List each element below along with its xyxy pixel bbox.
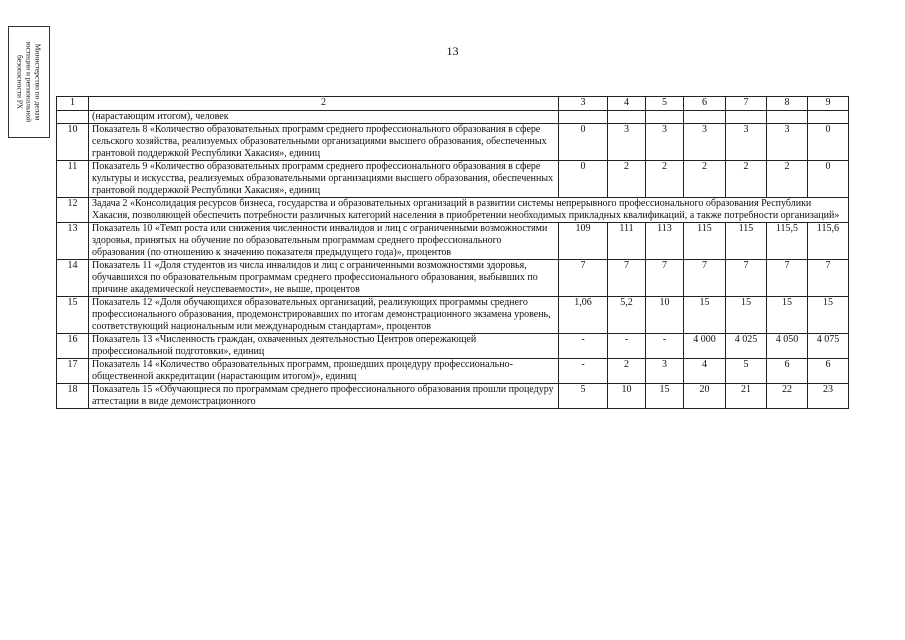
table-row [57,223,849,260]
row-description: Показатель 15 «Обучающиеся по программам среднего профессионального образования прошли процедуру аттестации в виде демонстрационного [89,384,559,409]
value-cell: 113 [646,223,684,260]
table-header-row [57,97,849,111]
column-header: 7 [726,97,767,111]
value-cell: 7 [684,260,726,297]
value-cell: 3 [726,124,767,161]
value-cell: 7 [726,260,767,297]
row-number: 12 [57,198,89,223]
column-header: 5 [646,97,684,111]
row-description: Показатель 9 «Количество образовательных программ среднего профессионального образования в сфере культуры и искусства, реализуемых образовательными организациями высшего образования, обеспеченных грантовой поддержкой Республики Хакасия», единиц [89,161,559,198]
column-header: 9 [808,97,849,111]
value-cell: 7 [646,260,684,297]
value-cell: 6 [808,359,849,384]
value-cell: 20 [684,384,726,409]
column-header: 8 [767,97,808,111]
row-description: Показатель 13 «Численность граждан, охваченных деятельностью Центров опережающей профессиональной подготовки», единиц [89,334,559,359]
value-cell [726,111,767,124]
value-cell: 15 [646,384,684,409]
row-number: 16 [57,334,89,359]
indicators-table [56,96,849,409]
value-cell: 3 [646,359,684,384]
stamp-text [16,42,43,122]
value-cell: 7 [808,260,849,297]
row-number: 18 [57,384,89,409]
value-cell: 0 [808,124,849,161]
task-description: Задача 2 «Консолидация ресурсов бизнеса, государства и образовательных организаций в развитии системы непрерывного профессионального образования Республики Хакасия, позволяющей обеспечить потребности различных категорий населения в приобретении необходимых прикладных квалификаций, а также потребности организаций» [89,198,849,223]
value-cell [684,111,726,124]
row-description: Показатель 8 «Количество образовательных программ среднего профессионального образования в сфере сельского хозяйства, реализуемых образовательными организациями высшего образования, обеспеченных грантовой поддержкой Республики Хакасия», единиц [89,124,559,161]
row-number: 14 [57,260,89,297]
value-cell: 2 [646,161,684,198]
column-header: 2 [89,97,559,111]
value-cell [808,111,849,124]
row-number: 17 [57,359,89,384]
value-cell: 2 [608,161,646,198]
value-cell: - [608,334,646,359]
value-cell: 0 [559,124,608,161]
page-number: 13 [446,44,459,58]
table-row [57,334,849,359]
task-row [57,198,849,223]
table-row [57,384,849,409]
row-description: (нарастающим итогом), человек [89,111,559,124]
value-cell: 0 [559,161,608,198]
value-cell: 3 [767,124,808,161]
value-cell: 0 [808,161,849,198]
row-number: 11 [57,161,89,198]
column-header: 6 [684,97,726,111]
row-description: Показатель 14 «Количество образовательных программ, прошедших процедуру профессионально-общественной аккредитации (нарастающим итогом)», единиц [89,359,559,384]
value-cell: 115,6 [808,223,849,260]
value-cell: 3 [684,124,726,161]
value-cell: 22 [767,384,808,409]
value-cell: 21 [726,384,767,409]
row-number: 13 [57,223,89,260]
table-row [57,297,849,334]
value-cell: 5 [559,384,608,409]
value-cell: 2 [608,359,646,384]
column-header: 4 [608,97,646,111]
value-cell: 15 [808,297,849,334]
value-cell [646,111,684,124]
row-number: 15 [57,297,89,334]
value-cell: 10 [646,297,684,334]
value-cell: 15 [767,297,808,334]
column-header: 3 [559,97,608,111]
value-cell: 15 [726,297,767,334]
value-cell: 4 050 [767,334,808,359]
row-description: Показатель 12 «Доля обучающихся образовательных организаций, реализующих программы среднего профессионального образования, продемонстрировавших по итогам демонстрационного экзамена уровень, соответствующий национальным или международным стандартам», процентов [89,297,559,334]
value-cell: 1,06 [559,297,608,334]
value-cell: 115 [726,223,767,260]
row-description: Показатель 11 «Доля студентов из числа инвалидов и лиц с ограниченными возможностями здоровья, обучавшихся по образовательным программам среднего профессионального образования, выбывших по причине академической неуспеваемости», не выше, процентов [89,260,559,297]
value-cell: 4 075 [808,334,849,359]
value-cell: 5 [726,359,767,384]
stamp-line: безопасности РХ [15,55,25,109]
value-cell: 15 [684,297,726,334]
table-row [57,260,849,297]
value-cell [767,111,808,124]
value-cell: 2 [684,161,726,198]
value-cell: 7 [608,260,646,297]
table-row [57,111,849,124]
value-cell: 2 [726,161,767,198]
value-cell: 3 [646,124,684,161]
row-number: 10 [57,124,89,161]
value-cell: 5,2 [608,297,646,334]
value-cell: 7 [559,260,608,297]
table-row [57,161,849,198]
value-cell: 4 000 [684,334,726,359]
column-header: 1 [57,97,89,111]
value-cell: 4 [684,359,726,384]
value-cell: 109 [559,223,608,260]
stamp-line: юстиции и региональной [24,41,34,123]
table-row [57,124,849,161]
value-cell: 115,5 [767,223,808,260]
table-row [57,359,849,384]
row-description: Показатель 10 «Темп роста или снижения численности инвалидов и лиц с ограниченными возможностями здоровья, принятых на обучение по образовательным программам среднего профессионального образования (по отношению к значению показателя предыдущего года)», процентов [89,223,559,260]
value-cell: 7 [767,260,808,297]
stamp-line: Министерство по делам [33,43,43,121]
value-cell: - [559,359,608,384]
value-cell: 2 [767,161,808,198]
value-cell: 6 [767,359,808,384]
value-cell: - [646,334,684,359]
value-cell: 23 [808,384,849,409]
value-cell [559,111,608,124]
value-cell: 4 025 [726,334,767,359]
value-cell [608,111,646,124]
row-number [57,111,89,124]
value-cell: 3 [608,124,646,161]
value-cell: 111 [608,223,646,260]
value-cell: - [559,334,608,359]
approval-stamp [8,26,50,138]
value-cell: 10 [608,384,646,409]
value-cell: 115 [684,223,726,260]
